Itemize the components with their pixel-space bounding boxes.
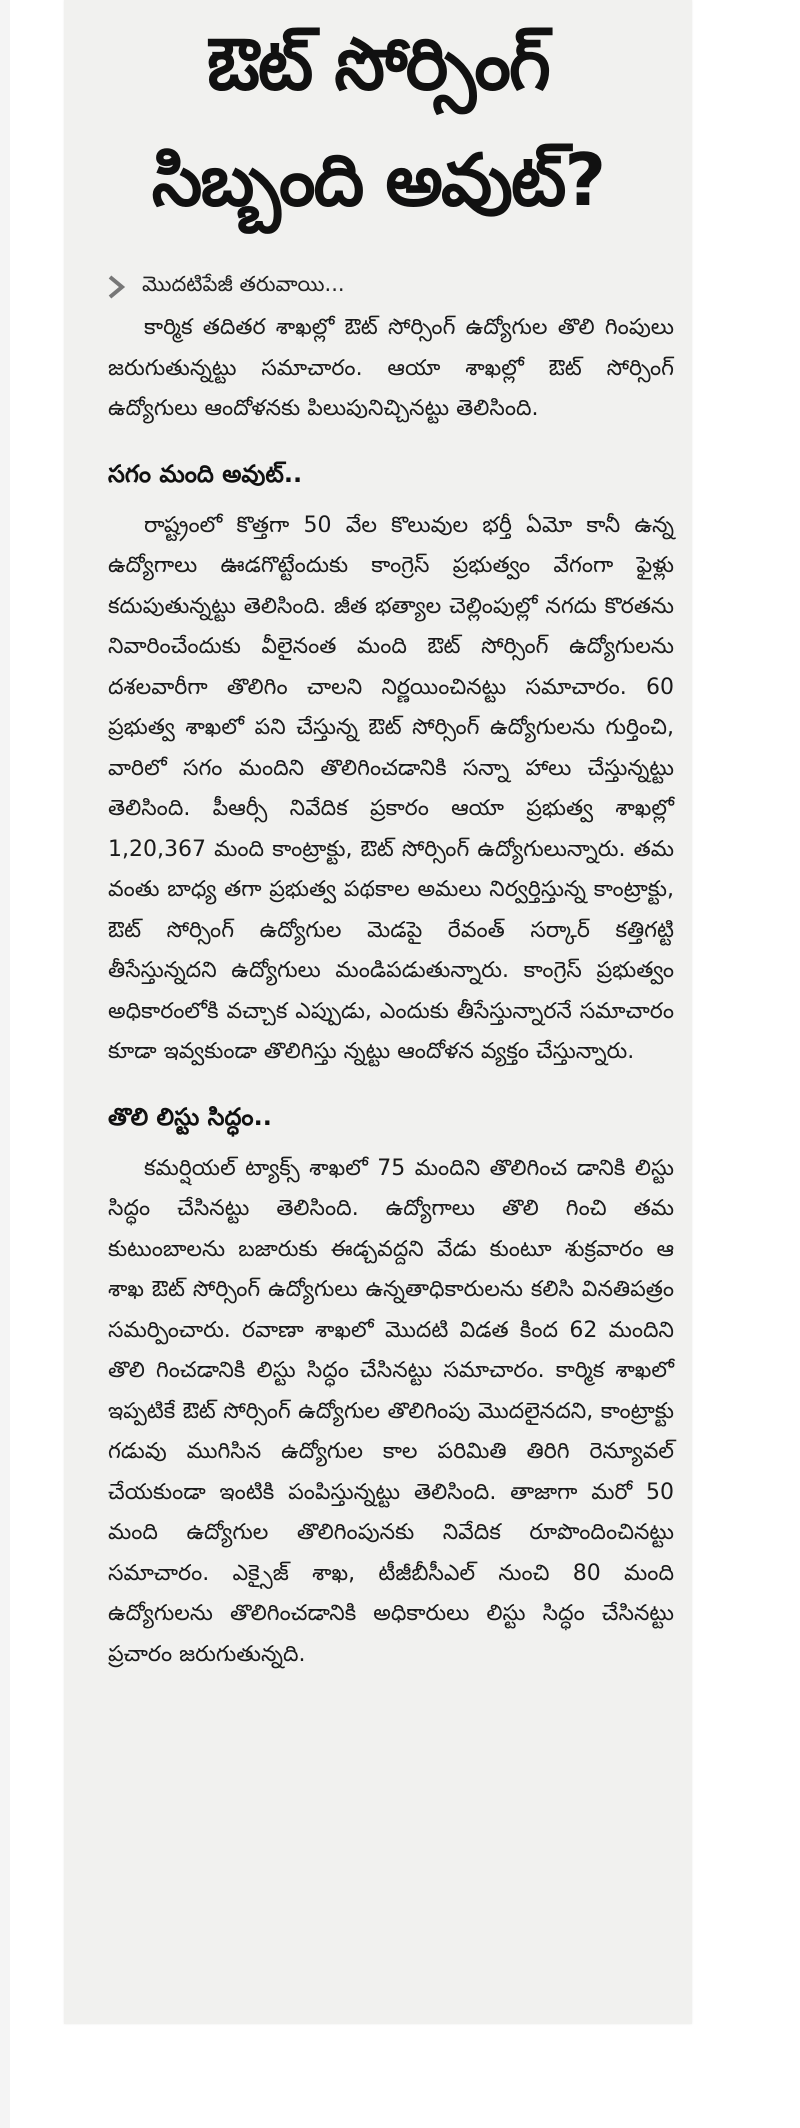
article-body: [64, 308, 692, 430]
subheading-half-out: సగం మంది అవుట్..: [108, 459, 303, 488]
chevron-right-icon: [106, 275, 126, 299]
page-edge: [0, 0, 10, 2128]
subheading-first-list: తొలి లిస్టు సిద్ధం..: [108, 1102, 272, 1131]
article-body-2: [64, 506, 692, 1073]
paragraph-3: కమర్షియల్ ట్యాక్స్ శాఖలో 75 మందిని తొలిగించ డానికి లిస్టు సిద్ధం చేసినట్టు తెలిసింది. ఉద్యోగాలు తొలి గించి తమ కుటుంబాలను బజారుకు ఈడ్చవద్దని వేడు కుంటూ శుక్రవారం ఆ శాఖ ఔట్ సోర్సింగ్ ఉద్యోగులు ఉన్నతాధికారులను కలిసి వినతిపత్రం సమర్పించారు. రవాణా శాఖలో మొదటి విడత కింద 62 మందిని తొలి గించడానికి లిస్టు సిద్ధం చేసినట్టు సమాచారం. కార్మిక శాఖలో ఇప్పటికే ఔట్ సోర్సింగ్ ఉద్యోగుల తొలిగింపు మొదలైనదని, కాంట్రాక్టు గడువు ముగిసిన ఉద్యోగుల కాల పరిమితి తిరిగి రెన్యూవల్ చేయకుండా ఇంటికి పంపిస్తున్నట్టు తెలిసింది. తాజాగా మరో 50 మంది ఉద్యోగుల తొలిగింపునకు నివేదిక రూపొందించినట్టు సమాచారం. ఎక్సైజ్ శాఖ, టీజీబీసీఎల్ నుంచి 80 మంది ఉద్యోగులను తొలిగించడానికి అధికారులు లిస్టు సిద్ధం చేసినట్టు ప్రచారం జరుగుతున్నది.: [108, 1155, 674, 1667]
headline-line-1: ఔట్ సోర్సింగ్: [207, 22, 549, 106]
continued-from-front-page: [106, 272, 692, 302]
paragraph-2: రాష్ట్రంలో కొత్తగా 50 వేల కొలువుల భర్తీ ఏమో కానీ ఉన్న ఉద్యోగాలు ఊడగొట్టేందుకు కాంగ్రెస్ ప్రభుత్వం వేగంగా ఫైళ్లు కదుపుతున్నట్టు తెలిసింది. జీత భత్యాల చెల్లింపుల్లో నగదు కొరతను నివారించేందుకు వీలైనంత మంది ఔట్ సోర్సింగ్ ఉద్యోగులను దశలవారీగా తొలిగిం చాలని నిర్ణయించినట్టు సమాచారం. 60 ప్రభుత్వ శాఖలో పని చేస్తున్న ఔట్ సోర్సింగ్ ఉద్యోగులను గుర్తించి, వారిలో సగం మందిని తొలిగించడానికి సన్నా హాలు చేస్తున్నట్టు తెలిసింది. పీఆర్సీ నివేదిక ప్రకారం ఆయా ప్రభుత్వ శాఖల్లో 1,20,367 మంది కాంట్రాక్టు, ఔట్ సోర్సింగ్ ఉద్యోగులున్నారు. తమ వంతు బాధ్య తగా ప్రభుత్వ పథకాల అమలు నిర్వర్తిస్తున్న కాంట్రాక్టు, ఔట్ సోర్సింగ్ ఉద్యోగుల మెడపై రేవంత్ సర్కార్ కత్తిగట్టి తీసేస్తున్నదని ఉద్యోగులు మండిపడుతున్నారు. కాంగ్రెస్ ప్రభుత్వం అధికారంలోకి వచ్చాక ఎప్పుడు, ఎందుకు తీసేస్తున్నారనే సమాచారం కూడా ఇవ్వకుండా తొలిగిస్తు న్నట్టు ఆందోళన వ్యక్తం చేస్తున్నారు.: [108, 512, 674, 1064]
paragraph-1: కార్మిక తదితర శాఖల్లో ఔట్ సోర్సింగ్ ఉద్యోగుల తొలి గింపులు జరుగుతున్నట్టు సమాచారం. ఆయా శాఖల్లో ఔట్ సోర్సింగ్ ఉద్యోగులు ఆందోళనకు పిలుపునిచ్చినట్టు తెలిసింది.: [108, 315, 674, 421]
article-body-3: [64, 1149, 692, 1676]
newspaper-clipping: [64, 0, 692, 2024]
headline-line-2: సిబ్బంది అవుట్?: [151, 138, 605, 222]
continued-label: మొదటిపేజీ తరువాయి...: [142, 272, 345, 296]
